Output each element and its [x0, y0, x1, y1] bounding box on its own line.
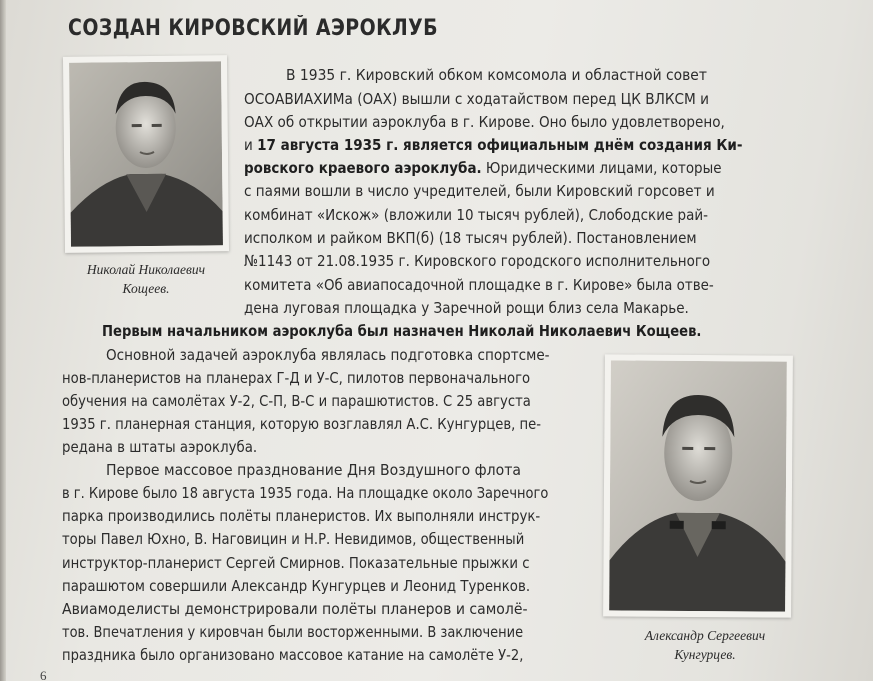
text-line: ОСОАВИАХИМа (ОАХ) вышли с ходатайством перед ЦК ВЛКСМ и: [244, 90, 710, 108]
portrait-image: [609, 360, 787, 611]
text-line: В 1935 г. Кировский обком комсомола и областной совет: [286, 66, 707, 84]
page-number: 6: [40, 668, 47, 681]
text-line: торы Павел Юхно, В. Наговицин и Н.Р. Невидимов, общественный: [62, 530, 525, 548]
page-edge: [0, 0, 6, 681]
caption-left-line: Кощеев.: [122, 281, 170, 296]
portrait-image: [69, 61, 223, 247]
text-line: №1143 от 21.08.1935 г. Кировского городского исполнительного: [244, 252, 711, 270]
caption-left: [60, 260, 232, 298]
caption-right: [610, 626, 800, 664]
caption-right-line: Александр Сергеевич: [644, 628, 766, 643]
text-line: праздника было организовано массовое катание на самолёте У-2,: [62, 646, 524, 664]
text-run: и: [244, 136, 258, 154]
text-line: [244, 159, 722, 177]
text-line: Первое массовое празднование Дня Воздушного флота: [106, 461, 521, 479]
bold-text: ровского краевого аэроклуба.: [244, 159, 482, 177]
text-line: комбинат «Искож» (вложили 10 тысяч рублей), Слободские рай-: [244, 206, 708, 224]
text-line: нов-планеристов на планерах Г-Д и У-С, пилотов первоначального: [62, 369, 531, 387]
text-line: с паями вошли в число учредителей, были Кировский горсовет и: [244, 182, 715, 200]
portrait-photo-kungurtsev: [603, 354, 793, 617]
text-line: Авиамоделисты демонстрировали полёты планеров и самолё-: [62, 600, 528, 618]
bold-line: Первым начальником аэроклуба был назначен Николай Николаевич Кощеев.: [102, 322, 702, 340]
text-line: дена луговая площадка у Заречной рощи близ села Макарье.: [244, 299, 689, 317]
text-line: комитета «Об авиапосадочной площадке в г. Кирове» была отве-: [244, 276, 714, 294]
text-line: парка производились полёты планеристов. Их выполняли инструк-: [62, 507, 541, 525]
portrait-photo-koshcheev: [63, 55, 229, 253]
text-line: редана в штаты аэроклуба.: [62, 438, 258, 456]
text-line: [244, 136, 742, 154]
text-line: в г. Кирове было 18 августа 1935 года. На площадке около Заречного: [62, 484, 549, 502]
text-line: Основной задачей аэроклуба являлась подготовка спортсме-: [106, 346, 550, 364]
text-line: ОАХ об открытии аэроклуба в г. Кирове. Оно было удовлетворено,: [244, 113, 725, 131]
text-run: Юридическими лицами, которые: [481, 159, 722, 177]
text-line: 1935 г. планерная станция, которую возглавлял А.С. Кунгурцев, пе-: [62, 415, 542, 433]
text-line: обучения на самолётах У-2, С-П, В-С и парашютистов. С 25 августа: [62, 392, 531, 410]
text-line: инструктор-планерист Сергей Смирнов. Показательные прыжки с: [62, 554, 530, 572]
bold-text: 17 августа 1935 г. является официальным днём создания Ки-: [257, 136, 743, 154]
text-line: тов. Впечатления у кировчан были восторженными. В заключение: [62, 623, 524, 641]
caption-left-line: Николай Николаевич: [86, 262, 206, 277]
text-line: парашютом совершили Александр Кунгурцев и Леонид Туренков.: [62, 577, 531, 595]
text-line: исполком и райком ВКП(б) (18 тысяч рублей). Постановлением: [244, 229, 697, 247]
caption-right-line: Кунгурцев.: [674, 647, 736, 662]
page-title: СОЗДАН КИРОВСКИЙ АЭРОКЛУБ: [68, 16, 439, 41]
